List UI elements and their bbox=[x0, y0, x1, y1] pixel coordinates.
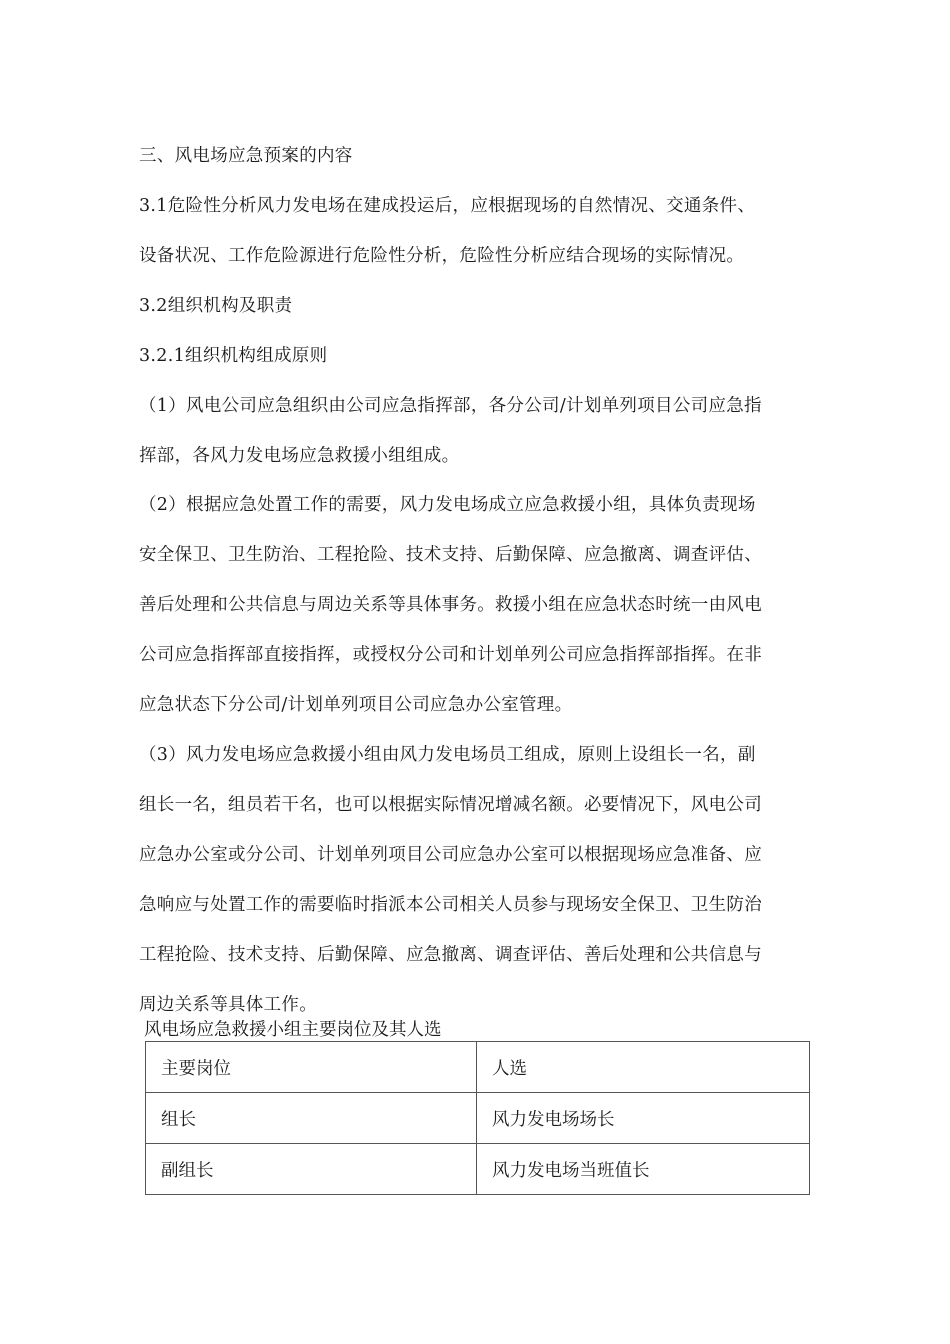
paragraph-line: 公司应急指挥部直接指挥，或授权分公司和计划单列公司应急指挥部指挥。在非 bbox=[139, 645, 762, 665]
paragraph-line: 工程抢险、技术支持、后勤保障、应急撤离、调查评估、善后处理和公共信息与 bbox=[139, 945, 762, 965]
table-cell: 风力发电场当班值长 bbox=[477, 1144, 810, 1195]
paragraph-line: 3.1危险性分析风力发电场在建成投运后，应根据现场的自然情况、交通条件、 bbox=[139, 196, 756, 216]
paragraph-line: 应急状态下分公司/计划单列项目公司应急办公室管理。 bbox=[139, 695, 573, 715]
table-cell: 风力发电场场长 bbox=[477, 1093, 810, 1144]
subsection-heading: 3.2组织机构及职责 bbox=[139, 296, 293, 316]
table-cell: 组长 bbox=[146, 1093, 477, 1144]
subsection-heading: 3.2.1组织机构组成原则 bbox=[139, 346, 328, 366]
table-row bbox=[146, 1144, 810, 1195]
paragraph-line: （1）风电公司应急组织由公司应急指挥部，各分公司/计划单列项目公司应急指 bbox=[139, 396, 762, 416]
table-header-cell: 主要岗位 bbox=[146, 1042, 477, 1093]
table-header-row bbox=[146, 1042, 810, 1093]
paragraph-line: 急响应与处置工作的需要临时指派本公司相关人员参与现场安全保卫、卫生防治 bbox=[139, 895, 762, 915]
paragraph-line: （2）根据应急处置工作的需要，风力发电场成立应急救援小组，具体负责现场 bbox=[139, 495, 756, 515]
roles-table bbox=[145, 1041, 810, 1195]
section-heading: 三、风电场应急预案的内容 bbox=[139, 146, 353, 166]
paragraph-line: 挥部，各风力发电场应急救援小组组成。 bbox=[139, 446, 460, 466]
table-header-cell: 人选 bbox=[477, 1042, 810, 1093]
paragraph-line: 善后处理和公共信息与周边关系等具体事务。救援小组在应急状态时统一由风电 bbox=[139, 595, 762, 615]
paragraph-line: 设备状况、工作危险源进行危险性分析，危险性分析应结合现场的实际情况。 bbox=[139, 246, 745, 266]
paragraph-line: （3）风力发电场应急救援小组由风力发电场员工组成，原则上设组长一名，副 bbox=[139, 745, 756, 765]
paragraph-line: 组长一名，组员若干名，也可以根据实际情况增减名额。必要情况下，风电公司 bbox=[139, 795, 762, 815]
table-row bbox=[146, 1093, 810, 1144]
table-cell: 副组长 bbox=[146, 1144, 477, 1195]
paragraph-line: 周边关系等具体工作。 bbox=[139, 995, 317, 1015]
paragraph-line: 安全保卫、卫生防治、工程抢险、技术支持、后勤保障、应急撤离、调查评估、 bbox=[139, 545, 762, 565]
paragraph-line: 应急办公室或分公司、计划单列项目公司应急办公室可以根据现场应急准备、应 bbox=[139, 845, 762, 865]
table-caption: 风电场应急救援小组主要岗位及其人选 bbox=[144, 1020, 442, 1040]
